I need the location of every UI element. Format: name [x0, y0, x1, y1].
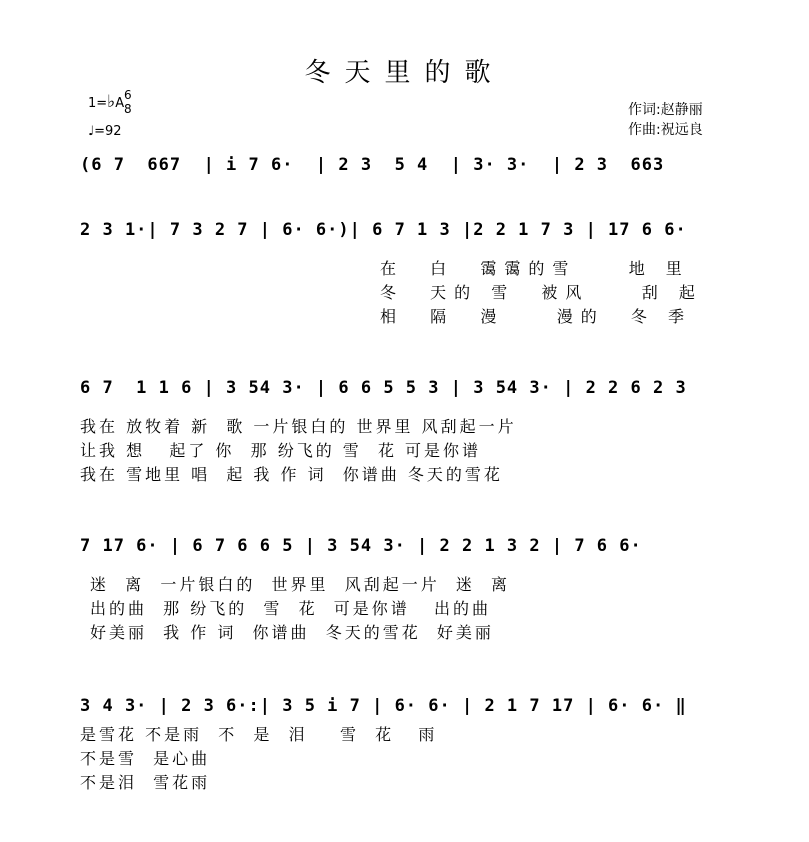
lyric-line-2: 不是雪 是心曲 — [80, 749, 211, 768]
key-signature — [88, 88, 132, 116]
lyric-line-3: 相 隔 漫 漫的 冬 季 — [380, 307, 692, 326]
lyric-line-1: 我在 放牧着 新 歌 一片银白的 世界里 风刮起一片 — [80, 417, 517, 436]
lyric-line-2: 冬 天的 雪 被风 刮 起 — [380, 283, 703, 302]
system-2 — [80, 220, 730, 326]
flat-sign: ♭ — [107, 92, 116, 112]
time-num: 6 — [124, 88, 132, 102]
lyrics-block — [80, 414, 517, 486]
lyrics-block — [380, 256, 703, 328]
lyrics-block — [90, 572, 510, 644]
lyric-line-1: 在 白 霭霭的雪 地 里 — [380, 259, 690, 278]
lyric-line-2: 让我 想 起了 你 那 纷飞的 雪 花 可是你谱 — [80, 441, 482, 460]
key-prefix: 1= — [88, 96, 108, 111]
key-letter: A — [115, 96, 125, 111]
lyric-line-3: 不是泪 雪花雨 — [80, 773, 211, 792]
system-4 — [80, 536, 730, 642]
time-signature — [124, 88, 132, 116]
lyric-line-3: 好美丽 我 作 词 你谱曲 冬天的雪花 好美丽 — [90, 623, 494, 642]
tempo-marking: ♩=92 — [88, 124, 122, 139]
page-title: 冬天里的歌 — [304, 58, 505, 88]
notation-line: (6 7 667 | i 7 6· | 2 3 5 4 | 3· 3· | 2 3 663 — [80, 155, 665, 175]
tempo-value: =92 — [94, 124, 122, 139]
lyric-line-1: 迷 离 一片银白的 世界里 风刮起一片 迷 离 — [90, 575, 511, 594]
notation-line: 7 17 6· | 6 7 6 6 5 | 3 54 3· | 2 2 1 3 2 | 7 6 6· — [80, 536, 642, 556]
credits — [628, 100, 703, 140]
system-5 — [80, 696, 730, 792]
lyrics-block — [80, 722, 437, 794]
composer: 作曲:祝远良 — [628, 122, 703, 138]
lyricist: 作词:赵静丽 — [628, 102, 703, 118]
lyric-line-1: 是雪花 不是雨 不 是 泪 雪 花 雨 — [80, 725, 438, 744]
system-3 — [80, 378, 730, 484]
lyric-line-2: 出的曲 那 纷飞的 雪 花 可是你谱 出的曲 — [90, 599, 492, 618]
notation-line: 6 7 1 1 6 | 3 54 3· | 6 6 5 5 3 | 3 54 3· | 2 2 6 2 3 — [80, 378, 687, 398]
notation-line: 2 3 1·| 7 3 2 7 | 6· 6·)| 6 7 1 3 |2 2 1 7 3 | 17 6 6· — [80, 220, 687, 240]
time-den: 8 — [124, 102, 132, 116]
system-1 — [80, 155, 730, 205]
lyric-line-3: 我在 雪地里 唱 起 我 作 词 你谱曲 冬天的雪花 — [80, 465, 503, 484]
notation-line: 3 4 3· | 2 3 6·:| 3 5 i 7 | 6· 6· | 2 1 7 17 | 6· 6· ‖ — [80, 696, 687, 716]
